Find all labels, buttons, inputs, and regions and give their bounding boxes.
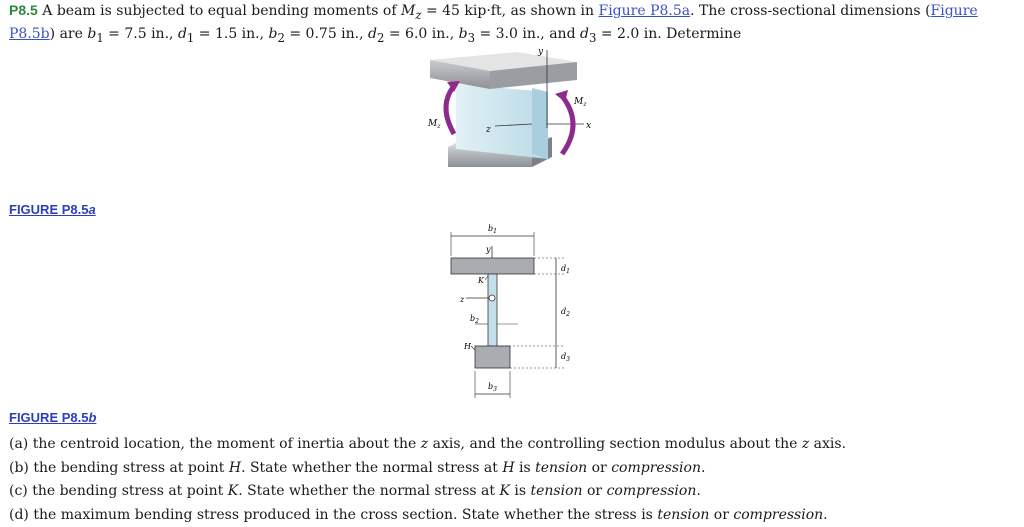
part-b: (b) the bending stress at point H. State whether the normal stress at H is tension or compression.: [9, 457, 846, 481]
bottom-flange: [475, 346, 510, 368]
left-moment-arrow: [446, 86, 454, 134]
part-d: (d) the maximum bending stress produced in the cross section. State whether the stress is tension or compression.: [9, 504, 846, 527]
figure-a-beam-illustration: [412, 44, 602, 169]
axis-x-label: x: [586, 121, 591, 131]
d2-label: $d_2$: [561, 307, 570, 318]
problem-statement: P8.5 A beam is subjected to equal bending moments of $M_z = 45$ kip·ft, as shown in Figure P8.5a. The cross-sectional dimensions (Figure P8.5b) are $b_1 = 7.5$ in., $d_1 = 1.5$ in., $b_2 = 0.75$ in., $d_2 = 6.0$ in., $b_3 = 3.0$ in., and $d_3 = 2.0$ in. Determine: [9, 1, 1014, 48]
axis-z-label: z: [485, 125, 491, 135]
b2-label: $b_2$: [470, 314, 479, 325]
part-a: (a) the centroid location, the moment of inertia about the z axis, and the controlling section modulus about the z axis.: [9, 433, 846, 457]
axis-z-label: z: [459, 295, 465, 304]
question-parts: [9, 433, 846, 527]
b1-label: $b_1$: [488, 224, 497, 235]
figure-b-cross-section: [440, 218, 580, 403]
b3-label: $b_3$: [488, 382, 497, 393]
d3-label: $d_3$: [561, 352, 570, 363]
figure-a-label: FIGURE P8.5a: [9, 202, 96, 217]
right-moment-arrow: [562, 96, 573, 154]
axis-y-label: y: [485, 245, 491, 254]
point-h-label: H: [463, 342, 472, 351]
figure-b-link[interactable]: Figure P8.5b: [9, 3, 978, 42]
web: [488, 274, 497, 346]
point-k-label: K: [477, 276, 485, 285]
centroid-symbol: [489, 295, 495, 301]
axis-y-label: y: [537, 47, 544, 57]
left-moment-label: $M_z$: [427, 119, 441, 130]
problem-number: P8.5: [9, 2, 38, 18]
figure-a-link[interactable]: Figure P8.5a: [598, 3, 690, 19]
d1-label: $d_1$: [561, 264, 570, 275]
web-side: [532, 88, 548, 159]
top-flange: [451, 258, 534, 274]
right-moment-label: $M_z$: [573, 97, 587, 108]
figure-b-label: FIGURE P8.5b: [9, 410, 96, 425]
part-c: (c) the bending stress at point K. State whether the normal stress at K is tension or compression.: [9, 480, 846, 504]
